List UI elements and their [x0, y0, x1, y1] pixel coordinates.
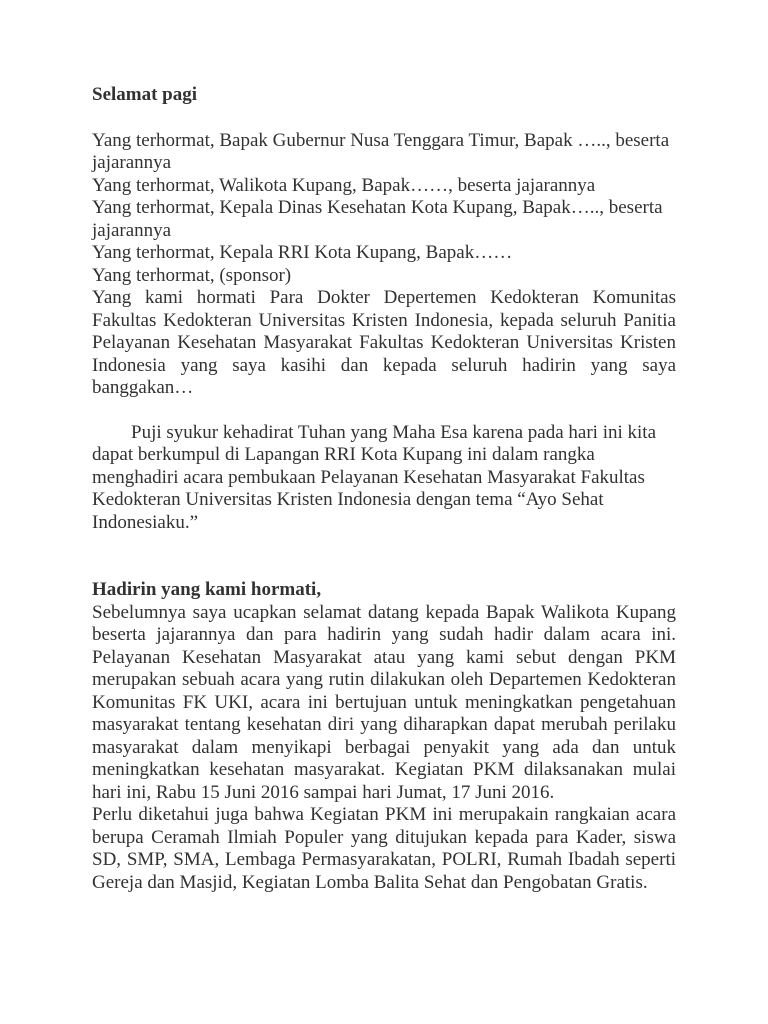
salutation-line-sponsor: Yang terhormat, (sponsor) [92, 264, 292, 286]
greeting-heading: Selamat pagi [92, 84, 198, 105]
hadirin-heading: Hadirin yang kami hormati, [92, 579, 322, 600]
salutation-line-kepala-dinas: Yang terhormat, Kepala Dinas Kesehatan Kota Kupang, Bapak….., beserta jajarannya [92, 197, 663, 241]
opening-paragraph: Puji syukur kehadirat Tuhan yang Maha Esa karena pada hari ini kita dapat berkumpul di Lapangan RRI Kota Kupang ini dalam rangka menghadiri acara pembukaan Pelayanan Kesehatan Masyarakat Fakultas Kedokteran Universitas Kristen Indonesia dengan tema “Ayo Sehat Indonesiaku.” [92, 421, 657, 533]
body-paragraph-2: Perlu diketahui juga bahwa Kegiatan PKM ini merupakain rangkaian acara berupa Ceramah Ilmiah Populer yang ditujukan kepada para Kader, siswa SD, SMP, SMA, Lembaga Permasyarakatan, POLRI, Rumah Ibadah seperti Gereja dan Masjid, Kegiatan Lomba Balita Sehat dan Pengobatan Gratis. [92, 804, 676, 893]
body-paragraph-1: Sebelumnya saya ucapkan selamat datang kepada Bapak Walikota Kupang beserta jajarannya dan para hadirin yang sudah hadir dalam acara ini. Pelayanan Kesehatan Masyarakat atau yang kami sebut dengan PKM merupakan sebuah acara yang rutin dilakukan oleh Departemen Kedokteran Komunitas FK UKI, acara ini bertujuan untuk meningkatkan pengetahuan masyarakat tentang kesehatan diri yang diharapkan dapat merubah perilaku masyarakat dalam menyikapi berbagai penyakit yang ada dan untuk meningkatkan kesehatan masyarakat. Kegiatan PKM dilaksanakan mulai hari ini, Rabu 15 Juni 2016 sampai hari Jumat, 17 Juni 2016. [92, 601, 676, 803]
salutation-line-gubernur: Yang terhormat, Bapak Gubernur Nusa Tenggara Timur, Bapak ….., beserta jajarannya [92, 129, 670, 173]
salutation-line-walikota: Yang terhormat, Walikota Kupang, Bapak……, beserta jajarannya [92, 174, 596, 196]
salutation-line-kepala-rri: Yang terhormat, Kepala RRI Kota Kupang, Bapak…… [92, 242, 513, 263]
honor-paragraph: Yang kami hormati Para Dokter Depertemen Kedokteran Komunitas Fakultas Kedokteran Universitas Kristen Indonesia, kepada seluruh Panitia Pelayanan Kesehatan Masyarakat Fakultas Kedokteran Universitas Kristen Indonesia yang saya kasihi dan kepada seluruh hadirin yang saya banggakan… [92, 287, 676, 398]
